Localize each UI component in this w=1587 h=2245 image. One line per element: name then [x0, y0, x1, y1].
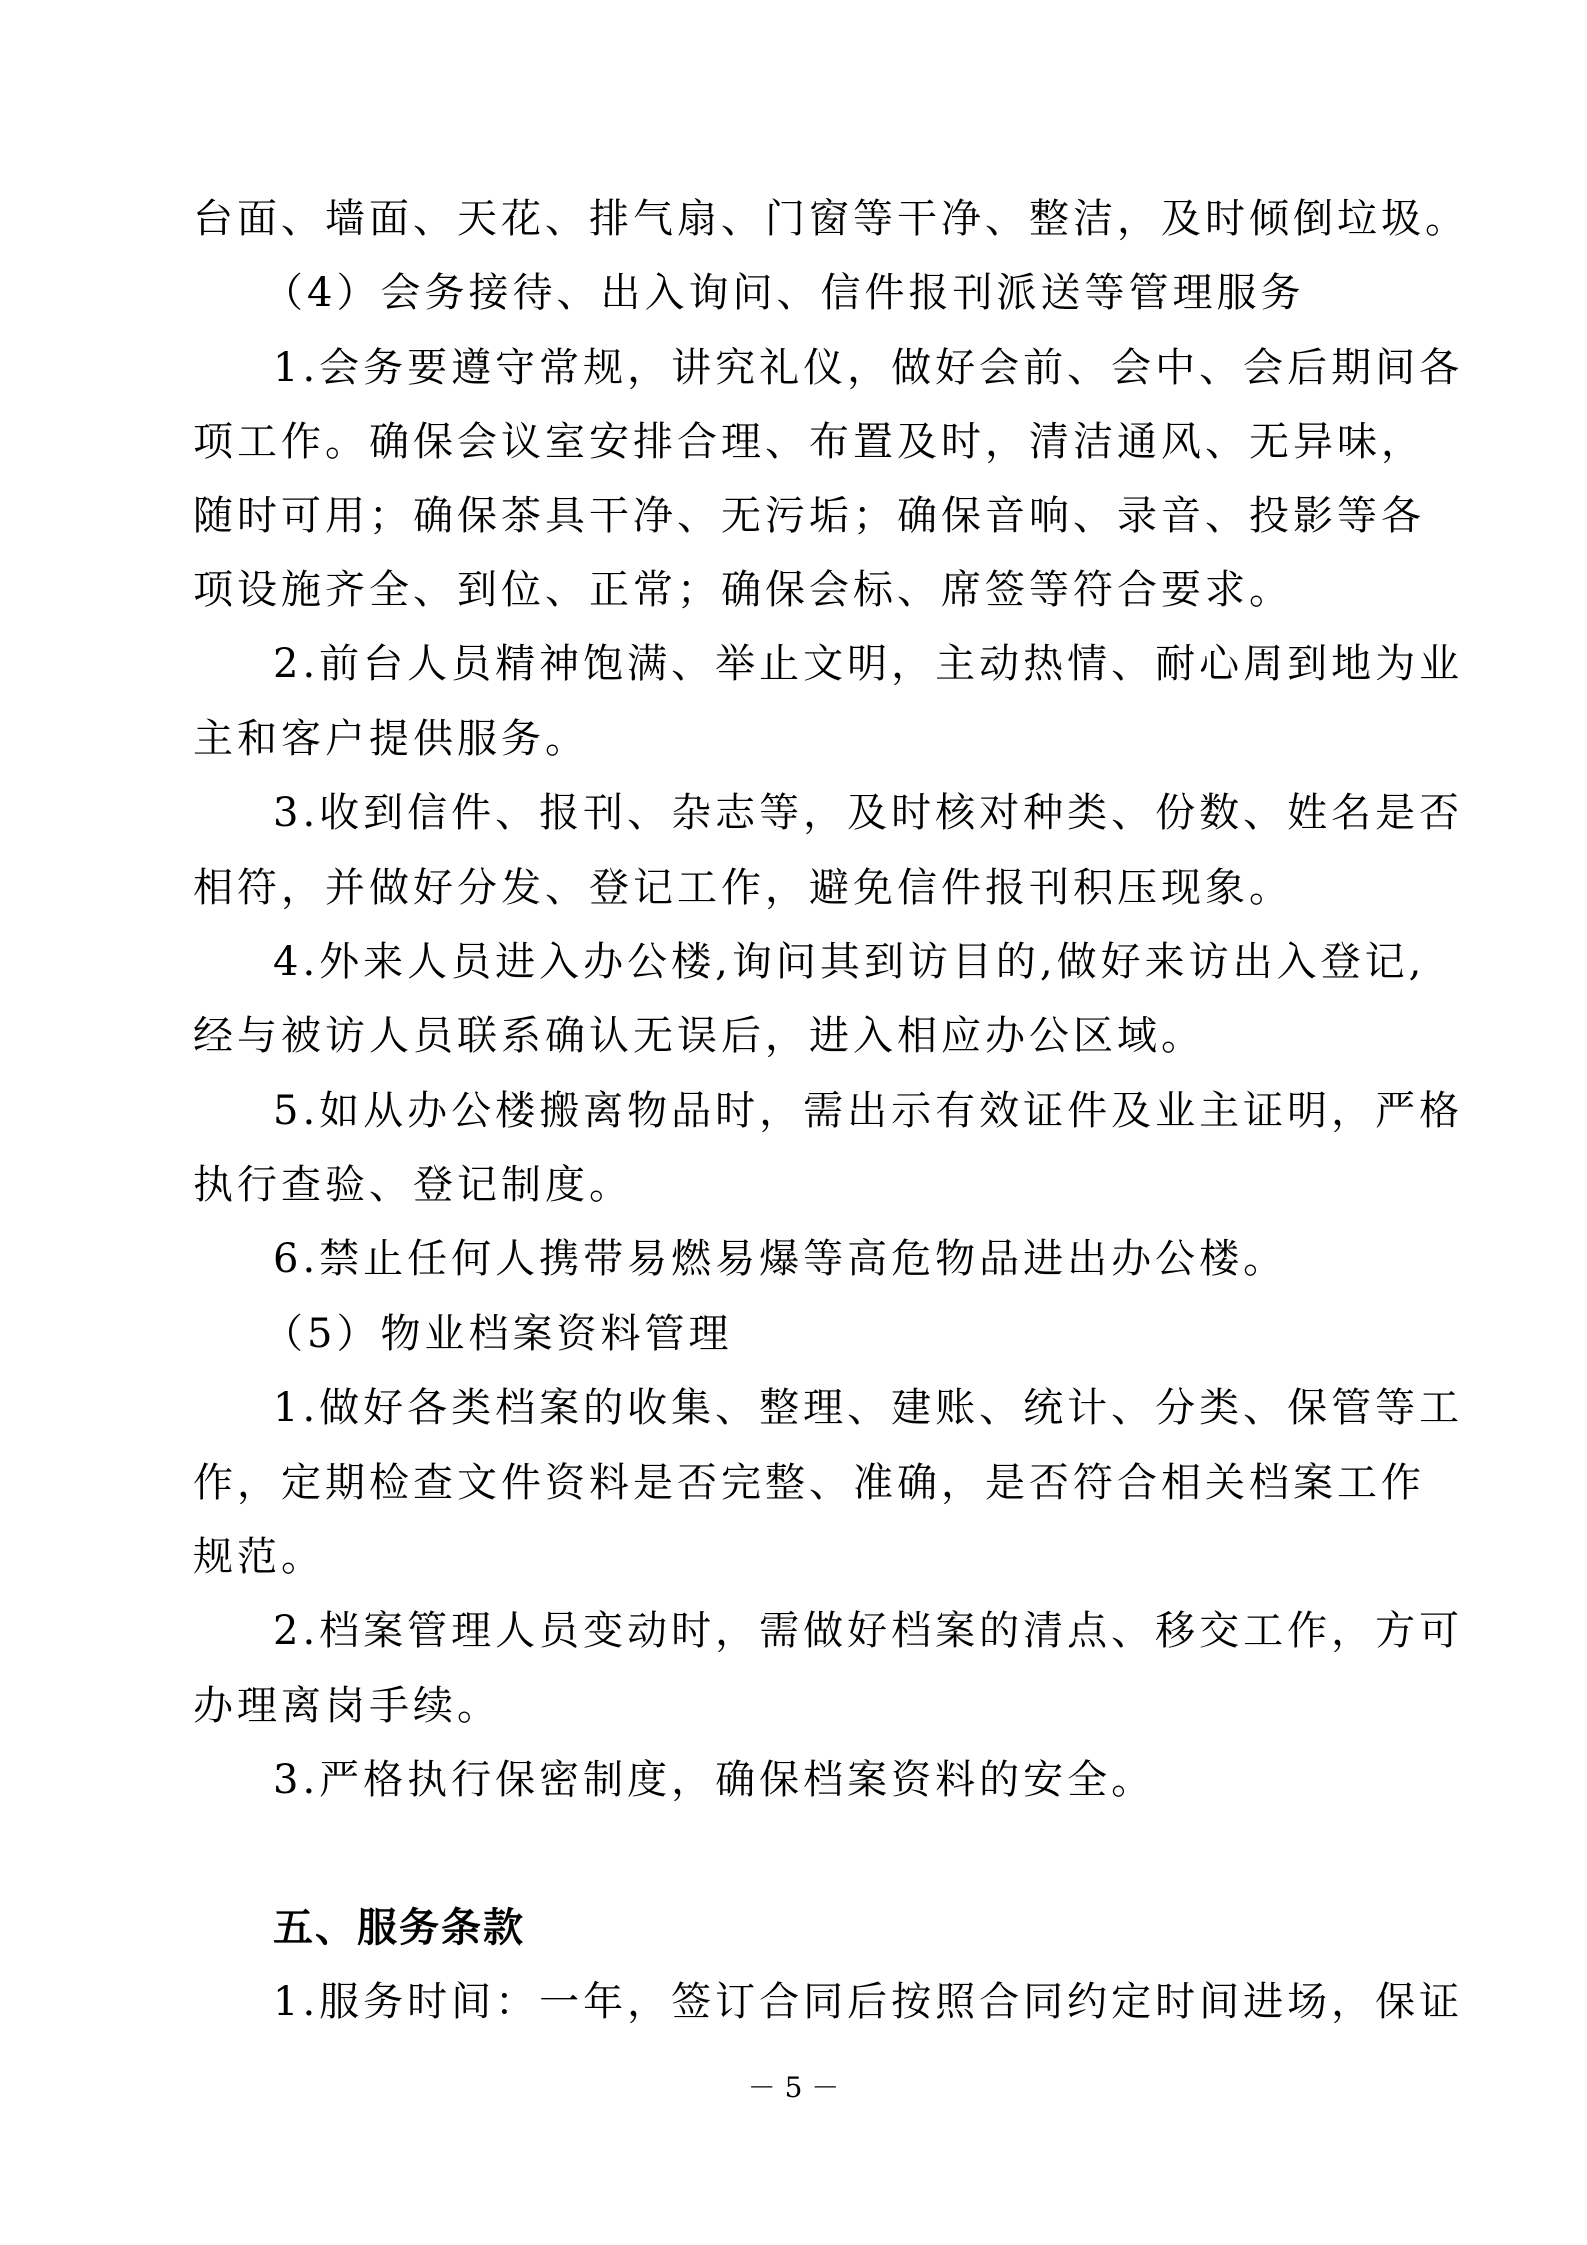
text-line: 2.档案管理人员变动时，需做好档案的清点、移交工作，方可 — [273, 1608, 1464, 1654]
text-line: 项设施齐全、到位、正常；确保会标、席签等符合要求。 — [193, 567, 1293, 613]
text-line: 2.前台人员精神饱满、举止文明，主动热情、耐心周到地为业 — [273, 641, 1464, 687]
text-line: 6.禁止任何人携带易燃易爆等高危物品进出办公楼。 — [273, 1236, 1288, 1282]
text-line: 3.严格执行保密制度，确保档案资料的安全。 — [273, 1757, 1156, 1803]
text-line: 随时可用；确保茶具干净、无污垢；确保音响、录音、投影等各 — [193, 493, 1425, 539]
text-line: 项工作。确保会议室安排合理、布置及时，清洁通风、无异味， — [193, 419, 1425, 465]
text-line: 主和客户提供服务。 — [193, 716, 589, 762]
text-line: 执行查验、登记制度。 — [193, 1162, 633, 1208]
subsection-heading: （5）物业档案资料管理 — [263, 1311, 733, 1357]
text-line: 规范。 — [193, 1534, 325, 1580]
page-number: － 5 － — [747, 2071, 840, 2104]
subsection-heading: （4）会务接待、出入询问、信件报刊派送等管理服务 — [263, 270, 1305, 316]
text-line: 作，定期检查文件资料是否完整、准确，是否符合相关档案工作 — [193, 1460, 1425, 1506]
text-line: 办理离岗手续。 — [193, 1683, 501, 1729]
text-line: 台面、墙面、天花、排气扇、门窗等干净、整洁，及时倾倒垃圾。 — [193, 196, 1469, 242]
text-line: 1.会务要遵守常规，讲究礼仪，做好会前、会中、会后期间各 — [273, 345, 1464, 391]
text-line: 1.做好各类档案的收集、整理、建账、统计、分类、保管等工 — [273, 1385, 1464, 1431]
text-line: 5.如从办公楼搬离物品时，需出示有效证件及业主证明，严格 — [273, 1088, 1464, 1134]
section-heading: 五、服务条款 — [273, 1905, 525, 1951]
text-line: 相符，并做好分发、登记工作，避免信件报刊积压现象。 — [193, 865, 1293, 911]
text-line: 3.收到信件、报刊、杂志等，及时核对种类、份数、姓名是否 — [273, 790, 1464, 836]
text-line: 4.外来人员进入办公楼,询问其到访目的,做好来访出入登记, — [273, 939, 1426, 985]
text-line: 经与被访人员联系确认无误后，进入相应办公区域。 — [193, 1013, 1205, 1059]
text-line: 1.服务时间：一年，签订合同后按照合同约定时间进场，保证 — [273, 1979, 1464, 2025]
